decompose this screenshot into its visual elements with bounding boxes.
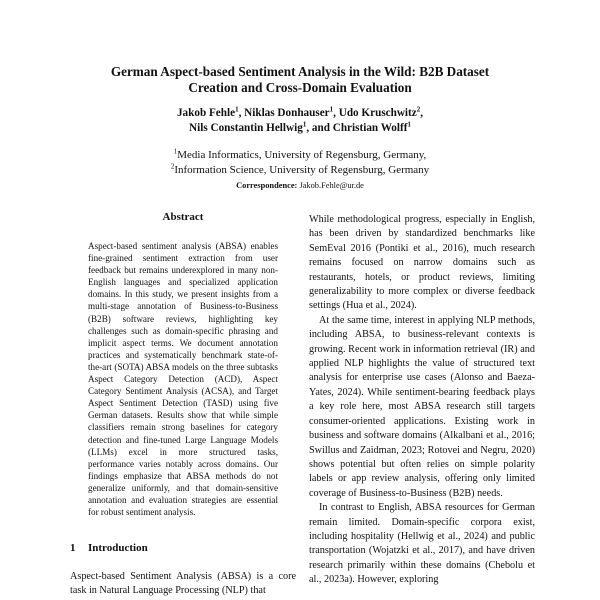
correspondence-email[interactable]: Jakob.Fehle@ur.de <box>299 181 364 190</box>
author-line-1 <box>60 106 540 121</box>
title-line-1: German Aspect-based Sentiment Analysis in the Wild: B2B Dataset <box>110 64 490 79</box>
author-affil-mark: 1 <box>407 120 411 129</box>
correspondence <box>60 180 540 191</box>
title-line-2: Creation and Cross-Domain Evaluation <box>188 80 412 95</box>
affiliation-line <box>60 163 540 178</box>
author-affil-mark: 1 <box>329 105 334 114</box>
abstract-heading: Abstract <box>162 211 204 223</box>
section-title: Introduction <box>88 542 148 554</box>
author-name: Jakob Fehle <box>176 107 236 119</box>
affiliations <box>60 148 540 178</box>
section-heading-introduction <box>70 542 148 554</box>
abstract-text: Aspect-based sentiment analysis (ABSA) enables fine-grained sentiment extraction from user feedback but remains underexplored in many non-English languages and specialized application domains. In this study, we present insights from a multi-stage annotation of Business-to-Business (B2B) software reviews, highlighting key challenges such as domain-specific phrasing and implicit aspect terms. We document annotation practices and systematically benchmark state-of-the-art (SOTA) ABSA models on the three subtasks Aspect Category Detection (ACD), Aspect Category Sentiment Analysis (ACSA), and Target Aspect Sentiment Detection (TASD) using five German datasets. Results show that while simple classifiers remain strong baselines for category detection and fine-tuned Large Language Models (LLMs) excel in more structured tasks, performance varies notably across domains. Our findings emphasize that ABSA methods do not generalize uniformly, and that domain-sensitive annotation and evaluation strategies are essential for robust sentiment analysis. <box>88 241 278 518</box>
affiliation-mark: 1 <box>173 147 178 156</box>
affiliation-text: Media Informatics, University of Regensburg, Germany, <box>177 149 427 161</box>
right-column <box>309 213 535 588</box>
author-separator: , <box>333 107 339 119</box>
body-paragraph: In contrast to English, ABSA resources for German remain limited. Domain-specific corpora exist, including hospitality (Hellwig et al., 2024) and public transportation (Wojatzki et al., 2017), and have driven research primarily within these domains (Chebolu et al., 2023a). However, exploring <box>309 502 535 586</box>
author-separator: , <box>238 107 245 119</box>
author-name: Nils Constantin Hellwig <box>189 122 303 134</box>
introduction-text: Aspect-based Sentiment Analysis (ABSA) is a core task in Natural Language Processing (NLP) that <box>70 571 296 596</box>
author-affil-mark: 1 <box>235 105 239 114</box>
affiliation-mark: 2 <box>170 162 175 171</box>
author-affil-mark: 1 <box>302 120 307 129</box>
affiliation-line <box>60 148 540 163</box>
section-number: 1 <box>70 542 76 554</box>
author-affil-mark: 2 <box>416 105 421 114</box>
correspondence-label: Correspondence: <box>236 181 298 190</box>
author-name: Christian Wolff <box>332 122 408 134</box>
author-separator: , <box>420 107 424 119</box>
paper-title <box>60 64 540 96</box>
author-name: Udo Kruschwitz <box>338 107 417 119</box>
author-list <box>60 106 540 136</box>
author-name: Niklas Donhauser <box>244 107 330 119</box>
author-line-2 <box>60 121 540 136</box>
affiliation-text: Information Science, University of Regensburg, Germany <box>174 164 430 176</box>
body-paragraph: At the same time, interest in applying NLP methods, including ABSA, to business-relevant contexts is growing. Recent work in information retrieval (IR) and applied NLP highlights the value of structured text analysis for enterprise use cases (Alonso and Baeza-Yates, 2024). While sentiment-bearing feedback plays a key role here, most ABSA research still targets consumer-oriented applications. Existing work in business and software domains (Alkalbani et al., 2016; Swillus and Zaidman, 2023; Rotovei and Negru, 2020) shows potential but often relies on simple polarity labels or app review analysis, offering only limited coverage of Business-to-Business (B2B) needs. <box>309 314 535 499</box>
body-paragraph: While methodological progress, especially in English, has been driven by standardized benchmarks like SemEval 2016 (Pontiki et al., 2016), much research remains focused on narrow domains such as restaurants, hotels, or product reviews, limiting generalizability to more complex or diverse feedback settings (Hua et al., 2024). <box>309 214 535 312</box>
author-separator: , and <box>306 122 333 134</box>
